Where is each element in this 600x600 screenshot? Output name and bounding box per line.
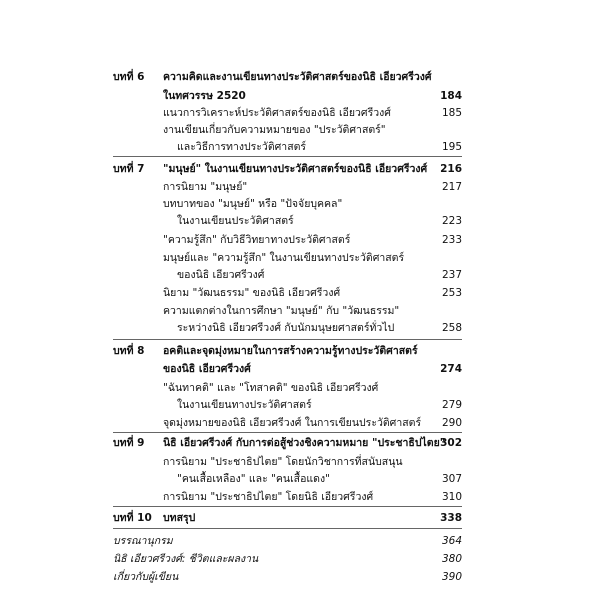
chapter-6-label: บทที่ 6 bbox=[113, 71, 145, 83]
toc-item: ระหว่างนิธิ เอียวศรีวงศ์ กับนักมนุษยศาสตร์ทั่วไป bbox=[177, 322, 395, 334]
toc-item: แนวการวิเคราะห์ประวัติศาสตร์ของนิธิ เอียวศรีวงศ์ bbox=[163, 107, 391, 119]
toc-item-page: 237 bbox=[441, 269, 462, 281]
toc-item: ในงานเขียนทางประวัติศาสตร์ bbox=[177, 399, 312, 411]
toc-item-page: 233 bbox=[441, 234, 462, 246]
toc-item-page: 279 bbox=[441, 399, 462, 411]
back-matter-item: เกี่ยวกับผู้เขียน bbox=[113, 571, 179, 583]
toc-item: งานเขียนเกี่ยวกับความหมายของ "ประวัติศาสตร์" bbox=[163, 124, 386, 136]
toc-item: มนุษย์และ "ความรู้สึก" ในงานเขียนทางประวัติศาสตร์ bbox=[163, 252, 405, 264]
toc-item: การนิยาม "ประชาธิปไตย" โดยนิธิ เอียวศรีวงศ์ bbox=[163, 491, 374, 503]
toc-item-page: 195 bbox=[441, 141, 462, 153]
toc-item: การนิยาม "มนุษย์" bbox=[163, 181, 248, 193]
divider bbox=[113, 528, 462, 529]
toc-item: "คนเสื้อเหลือง" และ "คนเสื้อแดง" bbox=[177, 473, 330, 485]
chapter-9-title: นิธิ เอียวศรีวงศ์ กับการต่อสู้ช่วงชิงความหมาย "ประชาธิปไตย" bbox=[163, 437, 446, 449]
toc-item-page: 217 bbox=[441, 181, 462, 193]
chapter-7-title: "มนุษย์" ในงานเขียนทางประวัติศาสตร์ของนิธิ เอียวศรีวงศ์ bbox=[163, 163, 428, 175]
divider bbox=[113, 156, 462, 157]
back-matter-page: 380 bbox=[441, 553, 462, 565]
toc-item: ในงานเขียนประวัติศาสตร์ bbox=[177, 215, 294, 227]
chapter-7-page: 216 bbox=[440, 163, 462, 175]
back-matter-item: นิธิ เอียวศรีวงศ์: ชีวิตและผลงาน bbox=[113, 553, 259, 565]
toc-item: จุดมุ่งหมายของนิธิ เอียวศรีวงศ์ ในการเขียนประวัติศาสตร์ bbox=[163, 417, 422, 429]
chapter-6-title-line2: ในทศวรรษ 2520 bbox=[163, 90, 246, 102]
chapter-10-page: 338 bbox=[440, 512, 462, 524]
chapter-6-title-line1: ความคิดและงานเขียนทางประวัติศาสตร์ของนิธิ เอียวศรีวงศ์ bbox=[163, 71, 432, 83]
chapter-10-title: บทสรุป bbox=[163, 512, 196, 524]
chapter-10-label: บทที่ 10 bbox=[113, 512, 152, 524]
toc-item: "ฉันทาคติ" และ "โทสาคติ" ของนิธิ เอียวศรีวงศ์ bbox=[163, 382, 379, 394]
chapter-9-label: บทที่ 9 bbox=[113, 437, 145, 449]
chapter-8-page: 274 bbox=[440, 363, 462, 375]
back-matter-page: 390 bbox=[441, 571, 462, 583]
back-matter-page: 364 bbox=[441, 535, 462, 547]
chapter-6-page: 184 bbox=[440, 90, 462, 102]
chapter-8-title-line1: อคติและจุดมุ่งหมายในการสร้างความรู้ทางประวัติศาสตร์ bbox=[163, 345, 418, 357]
chapter-8-label: บทที่ 8 bbox=[113, 345, 145, 357]
toc-item-page: 253 bbox=[441, 287, 462, 299]
toc-item-page: 223 bbox=[441, 215, 462, 227]
toc-item: ความแตกต่างในการศึกษา "มนุษย์" กับ "วัฒนธรรม" bbox=[163, 305, 400, 317]
toc-item-page: 310 bbox=[441, 491, 462, 503]
chapter-7-label: บทที่ 7 bbox=[113, 163, 145, 175]
toc-item: ของนิธิ เอียวศรีวงศ์ bbox=[177, 269, 265, 281]
toc-item-page: 307 bbox=[441, 473, 462, 485]
toc-item-page: 258 bbox=[441, 322, 462, 334]
toc-item: นิยาม "วัฒนธรรม" ของนิธิ เอียวศรีวงศ์ bbox=[163, 287, 341, 299]
divider bbox=[113, 339, 462, 340]
back-matter-item: บรรณานุกรม bbox=[113, 535, 173, 547]
toc-item: การนิยาม "ประชาธิปไตย" โดยนักวิชาการที่สนับสนุน bbox=[163, 456, 403, 468]
toc-item-page: 290 bbox=[441, 417, 462, 429]
divider bbox=[113, 432, 462, 433]
divider bbox=[113, 506, 462, 507]
toc-item: บทบาทของ "มนุษย์" หรือ "ปัจจัยบุคคล" bbox=[163, 198, 343, 210]
chapter-8-title-line2: ของนิธิ เอียวศรีวงศ์ bbox=[163, 363, 251, 375]
chapter-9-page: 302 bbox=[440, 437, 462, 449]
toc-item: "ความรู้สึก" กับวิธีวิทยาทางประวัติศาสตร์ bbox=[163, 234, 351, 246]
toc-item-page: 185 bbox=[441, 107, 462, 119]
toc-item: และวิธีการทางประวัติศาสตร์ bbox=[177, 141, 307, 153]
